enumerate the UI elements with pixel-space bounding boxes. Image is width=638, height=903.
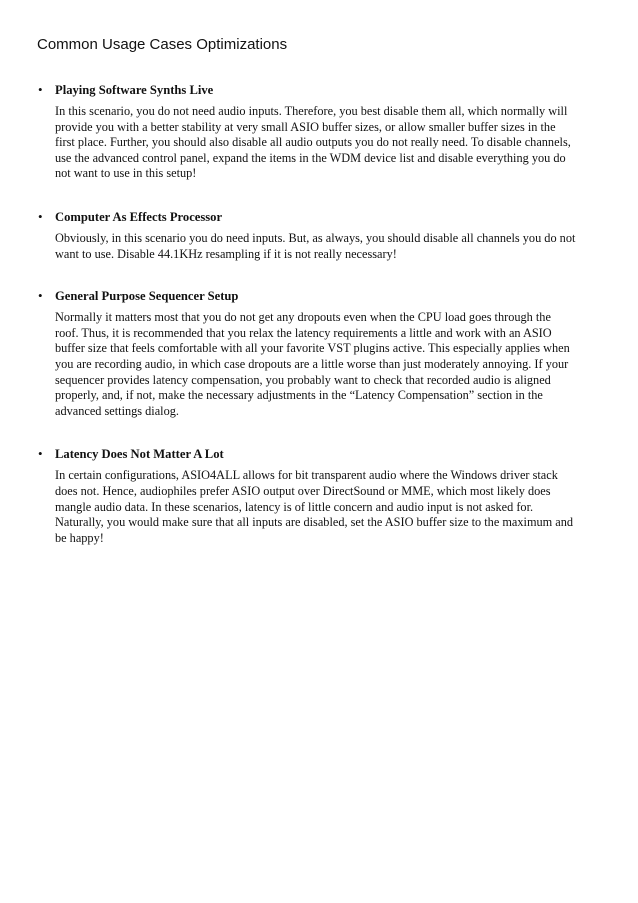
body-line: be happy! <box>55 530 104 545</box>
body-line: provide you with a better stability at very small ASIO buffer sizes, or allow smaller buffer sizes in the <box>55 119 556 134</box>
section-heading: Playing Software Synths Live <box>55 83 214 97</box>
section-body <box>55 104 605 182</box>
bullet-icon: • <box>38 446 43 462</box>
body-line: not want to use in this setup! <box>55 166 197 181</box>
section-body <box>55 468 605 546</box>
body-line: In certain configurations, ASIO4ALL allows for bit transparent audio where the Windows driver stack <box>55 468 558 483</box>
body-line: sequencer provides latency compensation, you probably want to check that recorded audio is aligned <box>55 372 551 387</box>
body-line: Normally it matters most that you do not get any dropouts even when the CPU load goes through the <box>55 310 551 325</box>
page-title: Common Usage Cases Optimizations <box>37 36 288 53</box>
section-body <box>55 310 605 419</box>
section-heading: Latency Does Not Matter A Lot <box>55 447 224 462</box>
section-effects-processor <box>37 209 607 262</box>
body-line: you are recording audio, in which case dropouts are a little worse than just moderately annoying. If your <box>55 356 569 371</box>
body-line: does not. Hence, audiophiles prefer ASIO output over DirectSound or MME, which most likely does <box>55 483 551 498</box>
section-sequencer-setup <box>37 288 607 419</box>
section-heading: Computer As Effects Processor <box>55 209 223 224</box>
bullet-icon: • <box>38 82 43 97</box>
section-heading: General Purpose Sequencer Setup <box>55 289 239 304</box>
section-software-synths <box>37 82 607 182</box>
body-line: use the advanced control panel, expand the items in the WDM device list and disable everything you do <box>55 150 566 165</box>
section-latency-does-not-matter <box>37 446 607 546</box>
body-line: buffer size that feels comfortable with all your favorite VST plugins active. This especially applies when <box>55 341 570 356</box>
body-line: want to use. Disable 44.1KHz resampling if it is not really necessary! <box>55 246 397 261</box>
body-line: In this scenario, you do not need audio inputs. Therefore, you best disable them all, which normally will <box>55 104 568 118</box>
bullet-icon: • <box>38 208 43 224</box>
bullet-icon: • <box>38 288 43 304</box>
body-line: properly, and, if not, make the necessary adjustments in the “Latency Compensation” section in the <box>55 388 543 403</box>
body-line: mangle audio data. In these scenarios, latency is of little concern and audio input is not asked for. <box>55 499 534 514</box>
body-line: Naturally, you would make sure that all inputs are disabled, set the ASIO buffer size to the maximum and <box>55 515 574 530</box>
section-body <box>55 231 605 262</box>
body-line: roof. Thus, it is recommended that you relax the latency requirements a little and work with an ASIO <box>55 325 552 340</box>
body-line: first place. Further, you should also disable all audio outputs you do not really need. To disable channels, <box>55 135 571 150</box>
section-list <box>37 82 607 546</box>
body-line: advanced settings dialog. <box>55 403 179 418</box>
body-line: Obviously, in this scenario you do need inputs. But, as always, you should disable all channels you do not <box>55 230 576 245</box>
